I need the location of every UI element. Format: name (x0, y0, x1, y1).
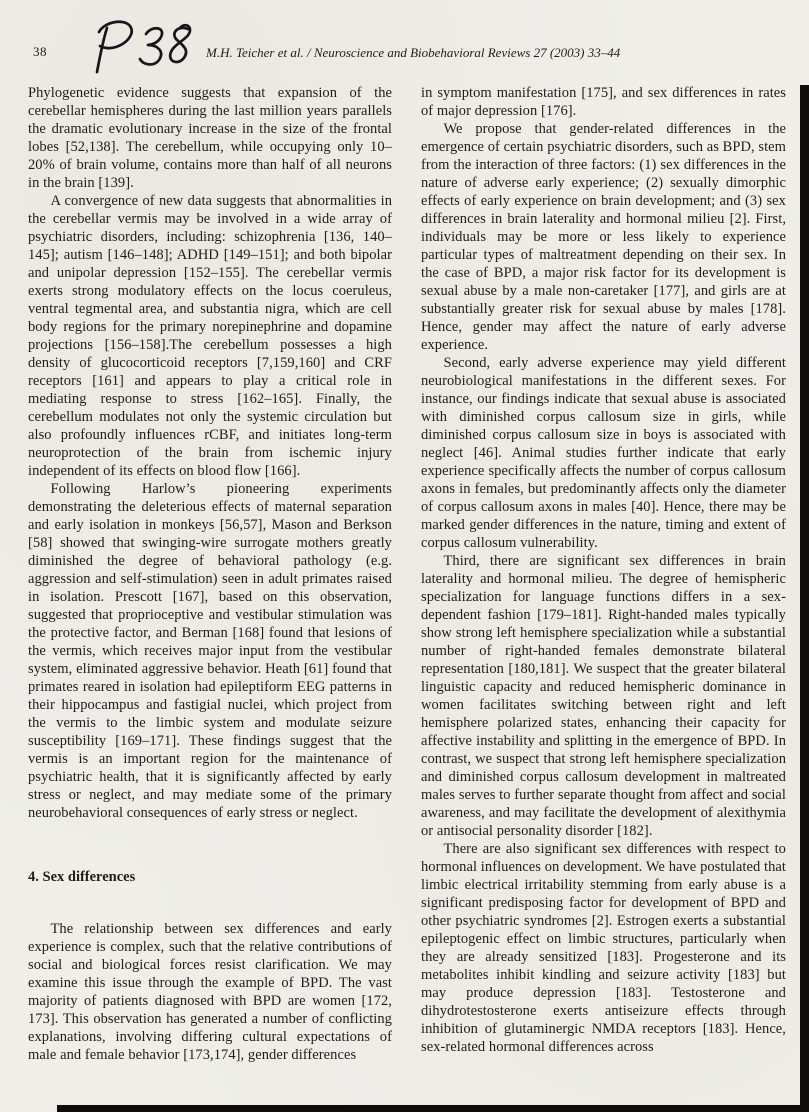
paragraph: A convergence of new data suggests that abnormalities in the cerebellar vermis may be involved in a wide array of psychiatric disorders, including: schizophrenia [136, 140–145]; autism [146–148]; ADHD [149–151]; and both bipolar and unipolar depression [152–155]. The cerebellar vermis exerts strong modulatory effects on the locus coeruleus, ventral tegmental area, and substantia nigra, which are cell body regions for the primary norepinephrine and dopamine projections [156–158].The cerebellum possesses a high density of glucocorticoid receptors [7,159,160] and CRF receptors [161] and appears to play a critical role in mediating response to stress [162–165]. Finally, the cerebellum modulates not only the systemic circulation but also profoundly influences rCBF, and initiates long-term neuroprotection of the brain from ischemic injury independent of its effects on blood flow [166]. (28, 193, 392, 479)
paragraph: in symptom manifestation [175], and sex differences in rates of major depression [176]. (421, 85, 786, 119)
text-block (28, 84, 786, 1064)
paragraph: Third, there are significant sex differences in brain laterality and hormonal milieu. The degree of hemispheric specialization for language functions differs in a sex-dependent fashion [179–181]. Right-handed males typically show strong left hemisphere specialization while a substantial number of right-handed females demonstrate bilateral representation [180,181]. We suspect that the greater bilateral linguistic capacity and reduced hemispheric dominance in women facilitates switching between right and left hemisphere polarized states, enhancing their capacity for affective instability and splitting in the emergence of BPD. In contrast, we suspect that strong left hemisphere specialization and diminished corpus callosum development in maltreated males serves to further separate thought from affect and social awareness, and may facilitate the development of alexithymia or antisocial personality disorder [182]. (421, 553, 786, 839)
scan-border-right (800, 85, 809, 1112)
page-number: 38 (33, 44, 47, 59)
paragraph: Following Harlow’s pioneering experiments demonstrating the deleterious effects of maternal separation and early isolation in monkeys [56,57], Mason and Berkson [58] showed that swinging-wire surrogate mothers greatly diminished the degree of behavioral pathology (e.g. aggression and self-stimulation) seen in adult primates raised in isolation. Prescott [167], based on this observation, suggested that proprioceptive and vestibular stimulation was the protective factor, and Berman [168] found that lesions of the vermis, which receives major input from the vestibular system, eliminated aggressive behavior. Heath [61] found that primates reared in isolation had epileptiform EEG patterns in their hippocampus and fastigial nuclei, which project from the vermis to the limbic system and modulate seizure susceptibility [169–171]. These findings suggest that the vermis is an important region for the maintenance of psychiatric health, that it is significantly affected by early stress or neglect, and may mediate some of the primary neurobehavioral consequences of early stress or neglect. (28, 481, 392, 821)
left-column-paragraphs (28, 84, 392, 822)
handwritten-annotation (84, 16, 209, 78)
paragraph: Second, early adverse experience may yield different neurobiological manifestations in the different sexes. For instance, our findings indicate that sexual abuse is associated with diminished corpus callosum size in girls, while diminished corpus callosum size in boys is associated with neglect [46]. Animal studies further indicate that early experience specifically affects the number of corpus callosum axons in females, but predominantly affects only the diameter of corpus callosum axons in males [40]. Hence, there may be marked gender differences in the nature, timing and extent of corpus callosum vulnerability. (421, 355, 786, 551)
right-column-paragraphs (421, 84, 786, 1056)
section-paragraphs (28, 920, 392, 1064)
scan-border-bottom (57, 1105, 809, 1112)
running-head: M.H. Teicher et al. / Neuroscience and Biobehavioral Reviews 27 (2003) 33–44 (206, 45, 621, 60)
left-column (28, 84, 392, 1064)
paragraph: Phylogenetic evidence suggests that expansion of the cerebellar hemispheres during the last million years parallels the dramatic evolutionary increase in the size of the frontal lobes [52,138]. The cerebellum, while occupying only 10–20% of brain volume, contains more than half of all neurons in the brain [139]. (28, 85, 392, 191)
paragraph: The relationship between sex differences and early experience is complex, such that the relative contributions of social and biological forces resist clarification. We may examine this issue through the example of BPD. The vast majority of patients diagnosed with BPD are women [172, 173]. This observation has generated a number of conflicting explanations, involving differing cultural expectations of male and female behavior [173,174], gender differences (28, 921, 392, 1063)
paragraph: We propose that gender-related differences in the emergence of certain psychiatric disorders, such as BPD, stem from the interaction of three factors: (1) sex differences in the nature of adverse early experience; (2) sexually dimorphic effects of early experience on brain development; and (3) sex differences in brain laterality and hormonal milieu [2]. First, individuals may be more or less likely to experience particular types of maltreatment depending on their sex. In the case of BPD, a major risk factor for its development is sexual abuse by a male non-caretaker [177], and girls are at substantially greater risk for sexual abuse by males [178]. Hence, gender may affect the nature of early adverse experience. (421, 121, 786, 353)
section-heading: 4. Sex differences (28, 869, 136, 885)
right-column (421, 84, 786, 1064)
paragraph: There are also significant sex differences with respect to hormonal influences on development. We have postulated that limbic electrical irritability stemming from early abuse is a significant predisposing factor for development of BPD and other psychiatric syndromes [2]. Estrogen exerts a substantial epileptogenic effect on limbic structures, particularly when they are already sensitized [183]. Progesterone and its metabolites inhibit kindling and seizure activity [183] but may produce depression [183]. Testosterone and dihydrotestosterone exerts antiseizure effects through inhibition of glutaminergic NMDA receptors [183]. Hence, sex-related hormonal differences across (421, 841, 786, 1055)
